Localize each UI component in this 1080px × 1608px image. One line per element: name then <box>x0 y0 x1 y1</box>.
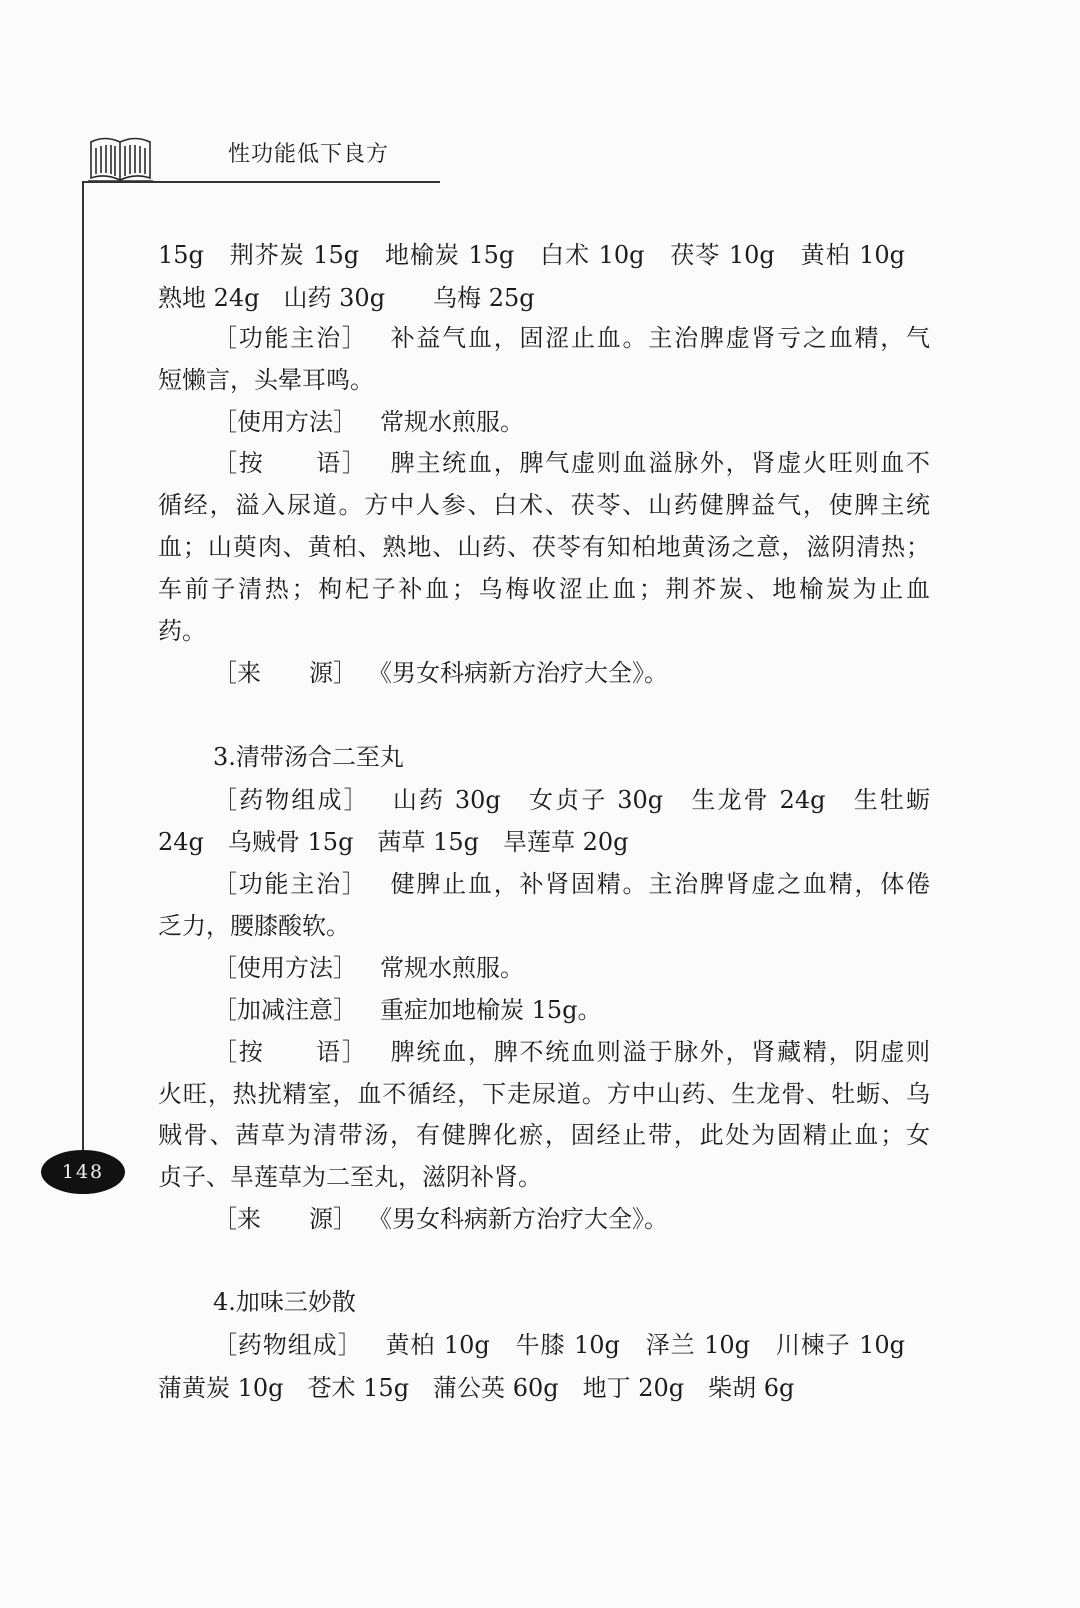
field-text: 贞子、旱莲草为二至丸，滋阴补肾。 <box>158 1163 542 1191</box>
field-text: 黄柏 10g 牛膝 10g 泽兰 10g 川楝子 10g <box>385 1331 906 1359</box>
text-line <box>158 1162 930 1192</box>
text-line <box>213 869 930 899</box>
field-text: 24g 乌贼骨 15g 茜草 15g 旱莲草 20g <box>158 828 629 856</box>
field-text: 乏力，腰膝酸软。 <box>158 912 350 940</box>
text-line <box>213 1330 905 1360</box>
text-line <box>158 827 930 857</box>
field-text: 《男女科病新方治疗大全》。 <box>380 1205 668 1233</box>
text-line <box>158 490 930 520</box>
field-text: 《男女科病新方治疗大全》。 <box>380 659 668 687</box>
text-line <box>158 1079 930 1109</box>
field-text: 短懒言，头晕耳鸣。 <box>158 366 374 394</box>
field-label: ［功能主治］ <box>213 324 368 352</box>
text-line <box>213 448 930 478</box>
open-book-icon <box>86 126 156 186</box>
text-line <box>158 365 930 395</box>
field-text: 15g 荆芥炭 15g 地榆炭 15g 白术 10g 茯苓 10g 黄柏 10g <box>158 241 905 269</box>
field-text: 药。 <box>158 617 206 645</box>
text-line <box>158 1373 930 1403</box>
field-label: ［使用方法］ <box>213 408 357 436</box>
field-label: ［来 源］ <box>213 659 357 687</box>
field-text: 血；山萸肉、黄柏、熟地、山药、茯苓有知柏地黄汤之意，滋阴清热； <box>158 533 930 561</box>
field-text: 火旺，热扰精室，血不循经，下走尿道。方中山药、生龙骨、牡蛎、乌 <box>158 1080 930 1108</box>
text-line <box>158 532 930 562</box>
ingredient-line <box>158 283 930 313</box>
text-line <box>213 323 930 353</box>
field-text: 蒲黄炭 10g 苍术 15g 蒲公英 60g 地丁 20g 柴胡 6g <box>158 1374 795 1402</box>
field-text: 车前子清热；枸杞子补血；乌梅收涩止血；荆芥炭、地榆炭为止血 <box>158 575 930 603</box>
field-text: 重症加地榆炭 15g。 <box>380 996 602 1024</box>
text-line <box>213 785 930 815</box>
page-number: 148 <box>41 1150 125 1194</box>
formula-heading: 3.清带汤合二至丸 <box>213 743 404 771</box>
field-label: ［使用方法］ <box>213 954 357 982</box>
field-label: ［药物组成］ <box>213 786 370 814</box>
field-text: 熟地 24g 山药 30g 乌梅 25g <box>158 284 535 312</box>
field-text: 贼骨、茜草为清带汤，有健脾化瘀，固经止带，此处为固精止血；女 <box>158 1121 930 1149</box>
margin-rule <box>82 181 84 1151</box>
field-text: 常规水煎服。 <box>380 408 524 436</box>
formula-heading: 4.加味三妙散 <box>213 1288 356 1316</box>
text-line <box>158 616 930 646</box>
field-text: 健脾止血，补肾固精。主治脾肾虚之血精，体倦 <box>390 870 931 898</box>
text-line <box>213 658 930 688</box>
field-text: 脾主统血，脾气虚则血溢脉外，肾虚火旺则血不 <box>390 449 931 477</box>
text-line <box>213 953 930 983</box>
text-line <box>213 995 930 1025</box>
field-text: 补益气血，固涩止血。主治脾虚肾亏之血精，气 <box>390 324 931 352</box>
text-line <box>158 1120 930 1150</box>
field-label: ［功能主治］ <box>213 870 368 898</box>
text-line <box>213 1204 930 1234</box>
ingredient-line <box>158 240 905 270</box>
text-line <box>158 574 930 604</box>
field-label: ［加减注意］ <box>213 996 357 1024</box>
field-label: ［来 源］ <box>213 1205 357 1233</box>
field-text: 山药 30g 女贞子 30g 生龙骨 24g 生牡蛎 <box>392 786 931 814</box>
field-label: ［药物组成］ <box>213 1331 363 1359</box>
field-text: 脾统血，脾不统血则溢于脉外，肾藏精，阴虚则 <box>390 1038 931 1066</box>
field-text: 常规水煎服。 <box>380 954 524 982</box>
running-title: 性功能低下良方 <box>228 142 390 167</box>
header-rule <box>82 181 440 183</box>
field-text: 循经，溢入尿道。方中人参、白术、茯苓、山药健脾益气，使脾主统 <box>158 491 930 519</box>
text-line <box>213 407 930 437</box>
text-line <box>213 1037 930 1067</box>
field-label: ［按 语］ <box>213 1038 368 1066</box>
text-line <box>158 911 930 941</box>
field-label: ［按 语］ <box>213 449 368 477</box>
